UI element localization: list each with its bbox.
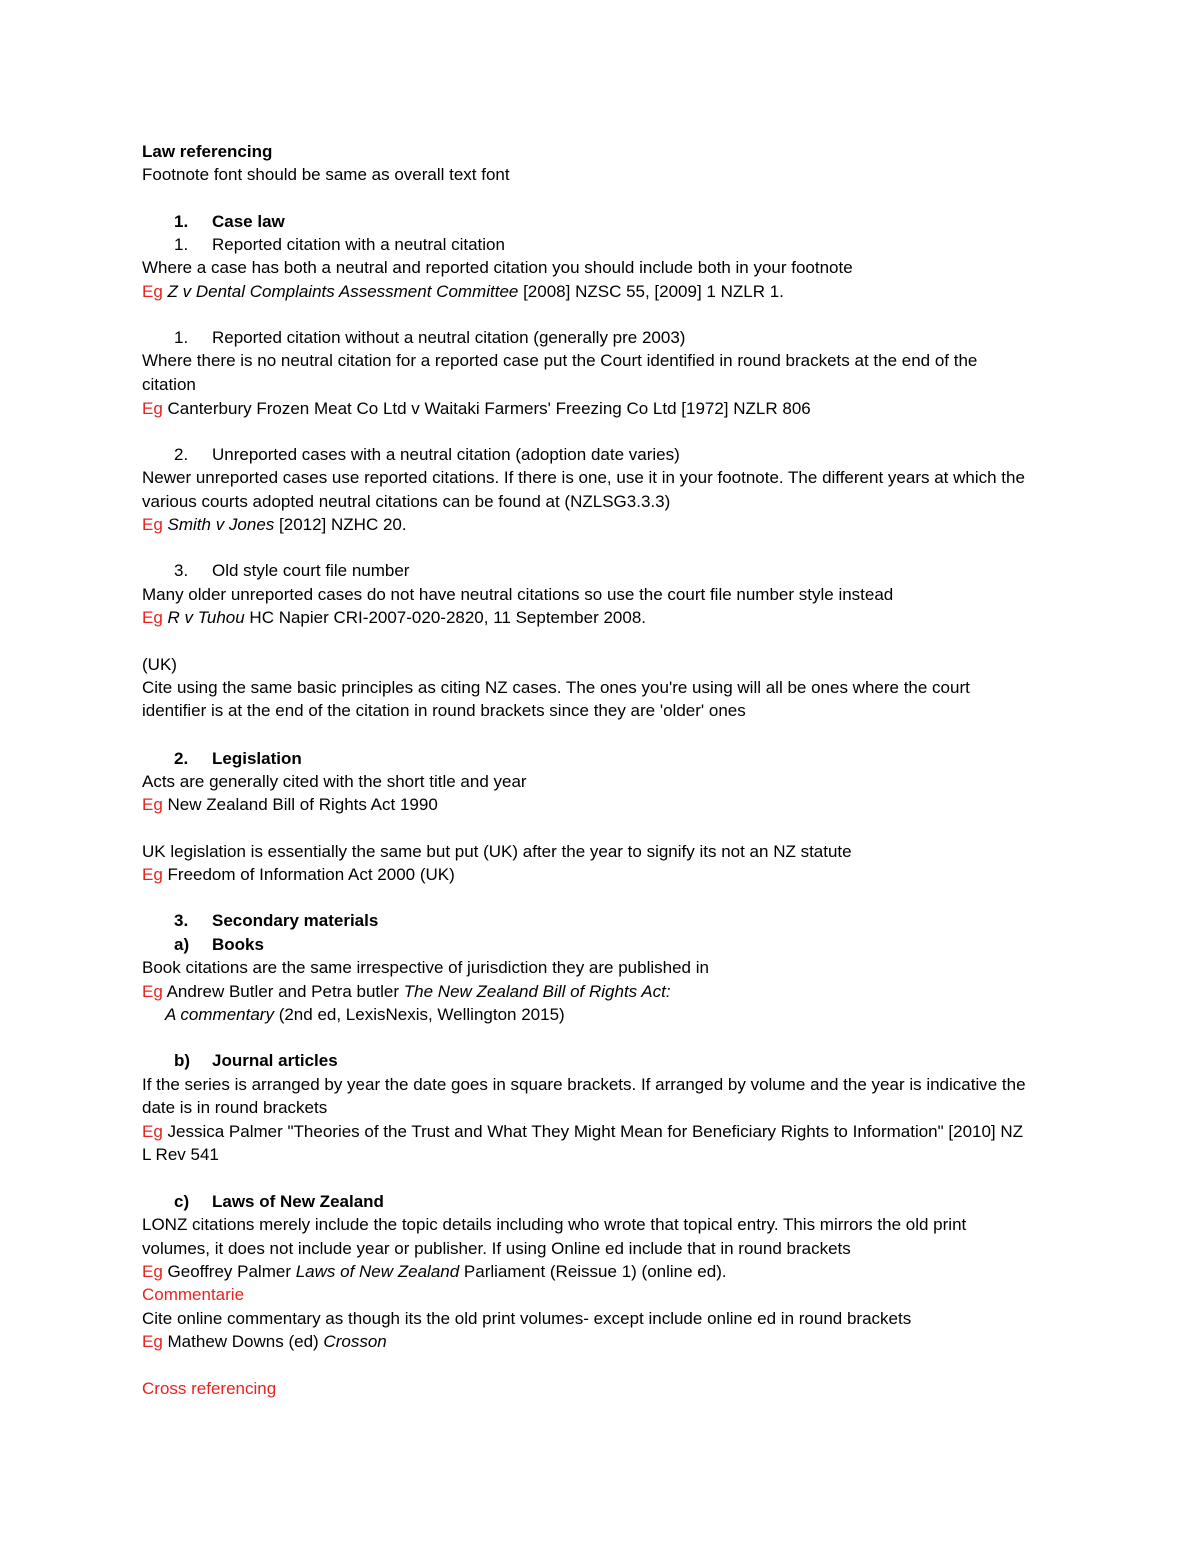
sub1-title: Reported citation with a neutral citation — [212, 235, 505, 254]
doc-title: Law referencing — [142, 142, 273, 161]
citation: New Zealand Bill of Rights Act 1990 — [162, 795, 438, 814]
journals-number: b) — [174, 1051, 191, 1070]
secondary-number: 3. — [174, 911, 189, 930]
citation: Jessica Palmer "Theories of the Trust and What They Might Mean for Beneficiary Rights to Information" [2010] NZ — [162, 1122, 1024, 1141]
sub3-example — [142, 514, 407, 536]
sub3-desc-line2: various courts adopted neutral citations can be found at (NZLSG3.3.3) — [142, 492, 671, 511]
eg-label: Eg — [142, 795, 163, 814]
sub2-example — [142, 398, 811, 420]
journals-desc-line2: date is in round brackets — [142, 1098, 328, 1117]
books-desc: Book citations are the same irrespective of jurisdiction they are published in — [142, 958, 709, 977]
sub2-number: 1. — [174, 328, 189, 347]
citation: HC Napier CRI-2007-020-2820, 11 September 2008. — [244, 608, 647, 627]
lonz-heading: Laws of New Zealand — [212, 1192, 384, 1211]
sub3-title: Unreported cases with a neutral citation (adoption date varies) — [212, 445, 680, 464]
commentary-desc: Cite online commentary as though its the old print volumes- except include online ed in round brackets — [142, 1309, 912, 1328]
author: Geoffrey Palmer — [162, 1262, 296, 1281]
journals-example-cont: L Rev 541 — [142, 1145, 219, 1164]
sub1-number: 1. — [174, 235, 189, 254]
sub2-desc-line2: citation — [142, 375, 196, 394]
book-title: The New Zealand Bill of Rights Act: — [403, 982, 671, 1001]
books-heading: Books — [212, 935, 264, 954]
work-title: Crosson — [323, 1332, 387, 1351]
books-example-cont — [165, 1004, 565, 1026]
legislation-example — [142, 794, 438, 816]
case-law-number: 1. — [174, 212, 189, 231]
commentarie-heading: Commentarie — [142, 1285, 245, 1304]
work-title: Laws of New Zealand — [295, 1262, 460, 1281]
legislation-number: 2. — [174, 749, 189, 768]
sub3-number: 2. — [174, 445, 189, 464]
eg-label: Eg — [142, 1332, 163, 1351]
intro-text: Footnote font should be same as overall text font — [142, 165, 510, 184]
journals-heading: Journal articles — [212, 1051, 338, 1070]
commentary-example — [142, 1331, 387, 1353]
sub4-title: Old style court file number — [212, 561, 410, 580]
sub2-desc-line1: Where there is no neutral citation for a reported case put the Court identified in round brackets at the end of the — [142, 351, 978, 370]
editor: Mathew Downs (ed) — [162, 1332, 324, 1351]
lonz-example — [142, 1261, 727, 1283]
journals-example — [142, 1121, 1023, 1143]
eg-label: Eg — [142, 1122, 163, 1141]
sub4-number: 3. — [174, 561, 189, 580]
books-number: a) — [174, 935, 190, 954]
eg-label: Eg — [142, 865, 163, 884]
legislation-heading: Legislation — [212, 749, 302, 768]
secondary-heading: Secondary materials — [212, 911, 379, 930]
case-law-heading: Case law — [212, 212, 285, 231]
uk-desc-line2: identifier is at the end of the citation in round brackets since they are 'older' ones — [142, 701, 746, 720]
sub1-example — [142, 281, 784, 303]
cross-referencing-heading: Cross referencing — [142, 1379, 277, 1398]
citation: Freedom of Information Act 2000 (UK) — [162, 865, 455, 884]
eg-label: Eg — [142, 1262, 163, 1281]
legislation-desc: Acts are generally cited with the short title and year — [142, 772, 527, 791]
case-name: Smith v Jones — [167, 515, 275, 534]
uk-legislation-desc: UK legislation is essentially the same but put (UK) after the year to signify its not an NZ statute — [142, 842, 852, 861]
lonz-desc-line2: volumes, it does not include year or publisher. If using Online ed include that in round brackets — [142, 1239, 851, 1258]
authors: Andrew Butler and Petra butler — [162, 982, 404, 1001]
sub1-desc: Where a case has both a neutral and reported citation you should include both in your footnote — [142, 258, 853, 277]
publication-details: (2nd ed, LexisNexis, Wellington 2015) — [273, 1005, 565, 1024]
uk-legislation-example — [142, 864, 455, 886]
sub3-desc-line1: Newer unreported cases use reported citations. If there is one, use it in your footnote. The different years at which the — [142, 468, 1025, 487]
uk-desc-line1: Cite using the same basic principles as citing NZ cases. The ones you're using will all be ones where the court — [142, 678, 970, 697]
sub4-example — [142, 607, 646, 629]
book-subtitle: A commentary — [165, 1005, 274, 1024]
eg-label: Eg — [142, 982, 163, 1001]
eg-label: Eg — [142, 399, 163, 418]
journals-desc-line1: If the series is arranged by year the date goes in square brackets. If arranged by volume and the year is indicative the — [142, 1075, 1026, 1094]
eg-label: Eg — [142, 608, 163, 627]
citation: Parliament (Reissue 1) (online ed). — [459, 1262, 727, 1281]
sub2-title: Reported citation without a neutral citation (generally pre 2003) — [212, 328, 686, 347]
uk-label: (UK) — [142, 655, 177, 674]
case-name: Z v Dental Complaints Assessment Committee — [167, 282, 519, 301]
eg-label: Eg — [142, 282, 163, 301]
citation: [2008] NZSC 55, [2009] 1 NZLR 1. — [518, 282, 784, 301]
sub4-desc: Many older unreported cases do not have neutral citations so use the court file number style instead — [142, 585, 894, 604]
citation: Canterbury Frozen Meat Co Ltd v Waitaki Farmers' Freezing Co Ltd [1972] NZLR 806 — [162, 399, 811, 418]
lonz-desc-line1: LONZ citations merely include the topic details including who wrote that topical entry. This mirrors the old print — [142, 1215, 967, 1234]
lonz-number: c) — [174, 1192, 190, 1211]
citation: [2012] NZHC 20. — [274, 515, 407, 534]
eg-label: Eg — [142, 515, 163, 534]
books-example — [142, 981, 671, 1003]
case-name: R v Tuhou — [167, 608, 245, 627]
